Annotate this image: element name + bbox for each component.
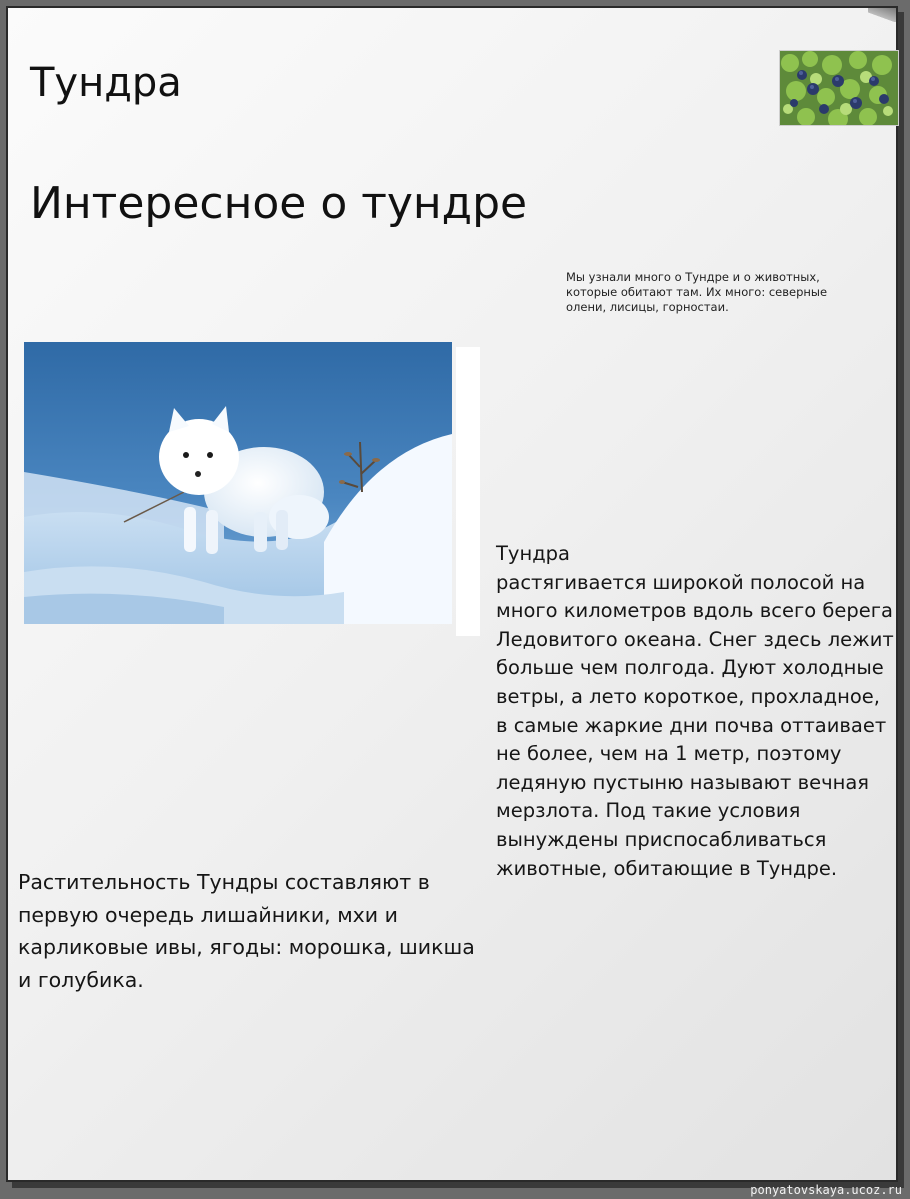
vegetation-description: Растительность Тундры составляют в первую очередь лишайники, мхи и карликовые ивы, ягоды: морошка, шикша и голубика. — [18, 870, 475, 992]
slide-page — [6, 6, 898, 1182]
berries-thumbnail-image — [779, 50, 899, 126]
page-title: Тундра — [30, 60, 182, 106]
intro-note: Мы узнали много о Тундре и о животных, которые обитают там. Их много: северные олени, лисицы, горностаи. — [566, 270, 828, 314]
tundra-description: Тундра растягивается широкой полосой на много километров вдоль всего берега Ледовитого океана. Снег здесь лежит больше чем полгода. Дуют холодные ветры, а лето короткое, прохладное, в самые жаркие дни почва оттаивает не более, чем на 1 метр, поэтому ледяную пустыню называют вечная мерзлота. Под такие условия вынуждены приспосабливаться животные, обитающие в Тундре. — [496, 542, 894, 880]
section-heading: Интересное о тундре — [30, 178, 528, 229]
arctic-fox-photo — [24, 342, 452, 624]
site-watermark: ponyatovskaya.ucoz.ru — [750, 1183, 902, 1197]
photo-border — [456, 347, 480, 636]
page-curl-corner — [868, 8, 896, 22]
